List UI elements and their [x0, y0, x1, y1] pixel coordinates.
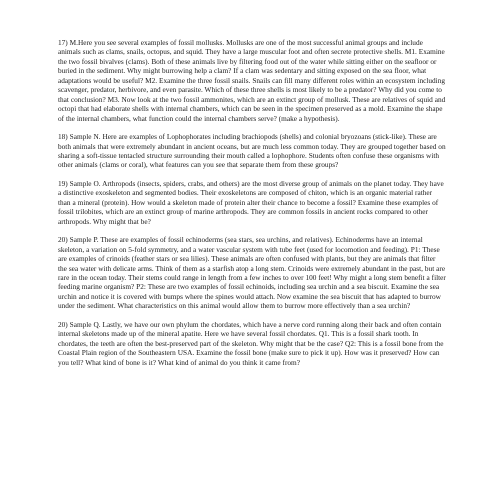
paragraph-17-mollusks: 17) M.Here you see several examples of fossil mollusks. Mollusks are one of the most successful animal groups and include animals such as clams, snails, octopus, and squid. They have a large muscular foot and often secrete protective shells. M1. Examine the two fossil bivalves (clams). Both of these animals live by filtering food out of the water while sitting either on the seafloor or buried in the sediment. Why might burrowing help a clam? If a clam was sedentary and sitting exposed on the sea floor, what adaptations would be useful? M2. Examine the three fossil snails. Snails can fill many different roles within an ecosystem including scavenger, predator, herbivore, and even parasite. Which of these three shells is most likely to be a predator? Why did you come to that conclusion? M3. Now look at the two fossil ammonites, which are an extinct group of mollusk. These are relatives of squid and octopi that had elaborate shells with internal chambers, which can be seen in the specimen preserved as a mold. Examine the shape of the internal chambers, what function could the internal chambers serve? (make a hypothesis). [58, 38, 446, 123]
paragraph-20-echinoderms: 20) Sample P. These are examples of fossil echinoderms (sea stars, sea urchins, and relatives). Echinoderms have an internal skeleton, a variation on 5-fold symmetry, and a water vascular system with tube feet (used for locomotion and feeding). P1: These are examples of crinoids (feather stars or sea lilies). These animals are often confused with plants, but they are animals that filter the sea water with delicate arms. Think of them as a starfish atop a long stem. Crinoids were extremely abundant in the past, but are rare in the ocean today. Their stems could range in length from a few inches to over 100 feet! Why might a long stem benefit a filter feeding marine organism? P2: These are two examples of fossil echinoids, including sea urchin and a sea biscuit. Examine the sea urchin and notice it is covered with bumps where the spines would attach. Now examine the sea biscuit that has adapted to burrow under the sediment. What characteristics on this animal would allow them to burrow more effectively than a sea urchin? [58, 235, 446, 311]
paragraph-18-lophophorates: 18) Sample N. Here are examples of Lophophorates including brachiopods (shells) and colonial bryozoans (stick-like). These are both animals that were extremely abundant in ancient oceans, but are much less common today. They are grouped together based on sharing a soft-tissue tentacled structure surrounding their mouth called a lophophore. Students often confuse these organisms with other animals (clams or coral), what features can you see that separate them from these groups? [58, 132, 446, 170]
paragraph-19-arthropods: 19) Sample O. Arthropods (insects, spiders, crabs, and others) are the most diverse group of animals on the planet today. They have a distinctive exoskeleton and segmented bodies. Their exoskeletons are composed of chiton, which is an organic material rather than a mineral (protein). How would a skeleton made of protein alter their chance to become a fossil? Examine these examples of fossil trilobites, which are an extinct group of marine arthropods. They are common fossils in ancient rocks compared to other arthropods. Why might that be? [58, 178, 444, 226]
paragraph-20-chordates: 20) Sample Q. Lastly, we have our own phylum the chordates, which have a nerve cord running along their back and often contain internal skeletons made up of the mineral apatite. Here we have several fossil chordates. Q1. This is a fossil shark tooth. In chordates, the teeth are often the best-preserved part of the skeleton. Why might that be the case? Q2: This is a fossil bone from the Coastal Plain region of the Southeastern USA. Examine the fossil bone (make sure to pick it up). How was it preserved? How can you tell? What kind of bone is it? What kind of animal do you think it came from? [58, 319, 444, 367]
